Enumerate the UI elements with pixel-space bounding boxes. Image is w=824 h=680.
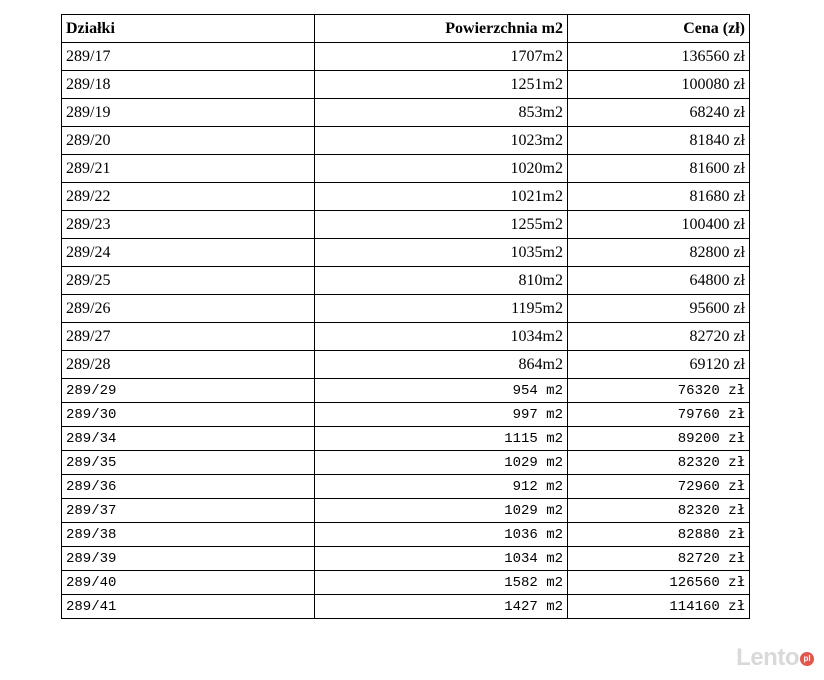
cell-area: 912 m2	[315, 475, 568, 499]
cell-price: 82720 zł	[568, 547, 750, 571]
table-row	[62, 351, 750, 379]
cell-area: 1035m2	[315, 239, 568, 267]
table-row	[62, 427, 750, 451]
cell-price: 126560 zł	[568, 571, 750, 595]
watermark-badge: pl	[800, 652, 814, 666]
cell-price: 82720 zł	[568, 323, 750, 351]
cell-price: 79760 zł	[568, 403, 750, 427]
table-row	[62, 571, 750, 595]
cell-plot: 289/24	[62, 239, 315, 267]
plots-table	[61, 14, 750, 619]
cell-price: 69120 zł	[568, 351, 750, 379]
cell-price: 68240 zł	[568, 99, 750, 127]
table-row	[62, 295, 750, 323]
cell-plot: 289/26	[62, 295, 315, 323]
table-row	[62, 211, 750, 239]
table-row	[62, 99, 750, 127]
table-row	[62, 155, 750, 183]
table-row	[62, 523, 750, 547]
cell-area: 1029 m2	[315, 451, 568, 475]
column-header-area: Powierzchnia m2	[315, 15, 568, 43]
cell-price: 82320 zł	[568, 451, 750, 475]
watermark-text: Lento	[736, 644, 799, 671]
table-row	[62, 267, 750, 295]
table-row	[62, 379, 750, 403]
cell-area: 1021m2	[315, 183, 568, 211]
cell-area: 1036 m2	[315, 523, 568, 547]
cell-plot: 289/28	[62, 351, 315, 379]
cell-area: 810m2	[315, 267, 568, 295]
cell-price: 76320 zł	[568, 379, 750, 403]
cell-plot: 289/39	[62, 547, 315, 571]
cell-price: 82800 zł	[568, 239, 750, 267]
cell-plot: 289/30	[62, 403, 315, 427]
cell-price: 100400 zł	[568, 211, 750, 239]
cell-price: 72960 zł	[568, 475, 750, 499]
cell-price: 64800 zł	[568, 267, 750, 295]
table-row	[62, 451, 750, 475]
cell-area: 1707m2	[315, 43, 568, 71]
cell-area: 1195m2	[315, 295, 568, 323]
cell-price: 81680 zł	[568, 183, 750, 211]
cell-plot: 289/38	[62, 523, 315, 547]
cell-plot: 289/17	[62, 43, 315, 71]
table-header-row	[62, 15, 750, 43]
cell-plot: 289/20	[62, 127, 315, 155]
column-header-plot: Działki	[62, 15, 315, 43]
table-row	[62, 475, 750, 499]
cell-price: 114160 zł	[568, 595, 750, 619]
cell-plot: 289/36	[62, 475, 315, 499]
cell-price: 95600 zł	[568, 295, 750, 323]
cell-area: 1255m2	[315, 211, 568, 239]
cell-area: 1034m2	[315, 323, 568, 351]
cell-plot: 289/21	[62, 155, 315, 183]
cell-area: 1029 m2	[315, 499, 568, 523]
cell-price: 82880 zł	[568, 523, 750, 547]
lento-watermark-logo	[736, 644, 814, 672]
cell-area: 1020m2	[315, 155, 568, 183]
table-row	[62, 547, 750, 571]
cell-price: 136560 zł	[568, 43, 750, 71]
cell-area: 1023m2	[315, 127, 568, 155]
table-row	[62, 71, 750, 99]
cell-plot: 289/37	[62, 499, 315, 523]
cell-plot: 289/25	[62, 267, 315, 295]
cell-plot: 289/29	[62, 379, 315, 403]
table-row	[62, 127, 750, 155]
cell-price: 100080 zł	[568, 71, 750, 99]
cell-area: 853m2	[315, 99, 568, 127]
table-row	[62, 323, 750, 351]
cell-plot: 289/27	[62, 323, 315, 351]
cell-area: 864m2	[315, 351, 568, 379]
cell-price: 81840 zł	[568, 127, 750, 155]
cell-area: 1115 m2	[315, 427, 568, 451]
cell-plot: 289/22	[62, 183, 315, 211]
cell-area: 997 m2	[315, 403, 568, 427]
cell-area: 1427 m2	[315, 595, 568, 619]
column-header-price: Cena (zł)	[568, 15, 750, 43]
cell-plot: 289/40	[62, 571, 315, 595]
cell-area: 1251m2	[315, 71, 568, 99]
cell-area: 1034 m2	[315, 547, 568, 571]
cell-price: 82320 zł	[568, 499, 750, 523]
table-row	[62, 499, 750, 523]
cell-area: 1582 m2	[315, 571, 568, 595]
table-row	[62, 403, 750, 427]
cell-area: 954 m2	[315, 379, 568, 403]
cell-plot: 289/41	[62, 595, 315, 619]
table-row	[62, 43, 750, 71]
cell-plot: 289/35	[62, 451, 315, 475]
table-row	[62, 239, 750, 267]
cell-price: 81600 zł	[568, 155, 750, 183]
cell-plot: 289/23	[62, 211, 315, 239]
cell-price: 89200 zł	[568, 427, 750, 451]
cell-plot: 289/19	[62, 99, 315, 127]
table-row	[62, 595, 750, 619]
cell-plot: 289/34	[62, 427, 315, 451]
cell-plot: 289/18	[62, 71, 315, 99]
table-row	[62, 183, 750, 211]
